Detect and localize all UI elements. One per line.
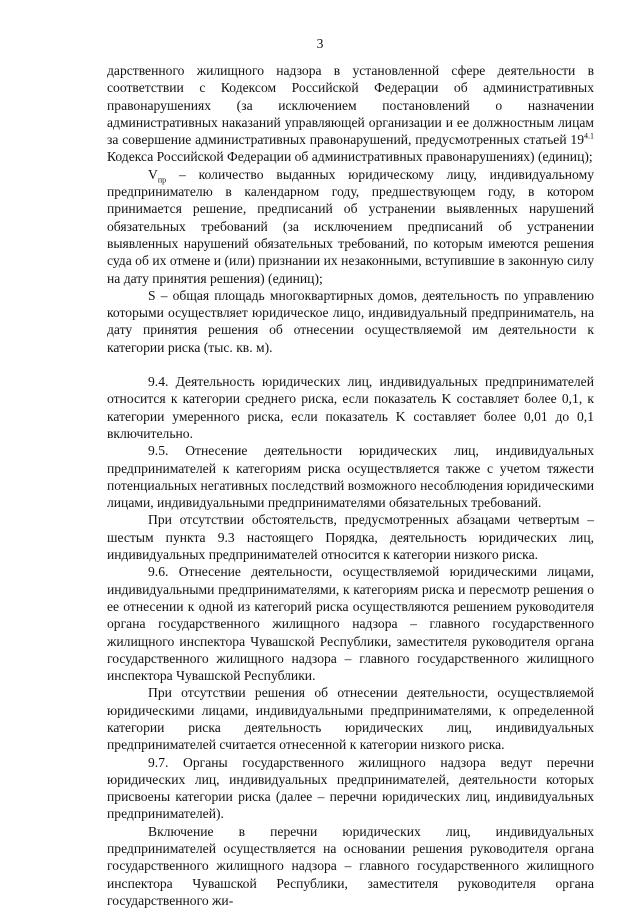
paragraph-p7 [107,684,594,753]
paragraph-gap [107,356,594,373]
text-run: Включение в перечни юридических лиц, индивидуальных предпринимателей осуществляется на основании решения руководителя органа государственного жилищного надзора – главного государственного жилищного инспектора Чувашской Республики, заместителя руководителя органа государственного жи- [107,823,594,908]
superscript: 4.1 [584,131,594,141]
text-run: дарственного жилищного надзора в установленной сфере деятельности в соответствии с Кодексом Российской Федерации об административных правонарушениях (за исключением постановлений о назначении административных наказаний управляющей организации и ее должностным лицам за совершение административных правонарушений, предусмотренных статьей 19 [107,63,594,148]
text-run: При отсутствии обстоятельств, предусмотренных абзацами четвертым – шестым пункта 9.3 настоящего Порядка, деятельность юридических лиц, индивидуальных предпринимателей относится к категории низкого риска. [107,512,594,563]
text-run: Кодекса Российской Федерации об административных правонарушениях) (единиц); [107,149,593,165]
paragraph-p0 [107,62,594,166]
subscript: пр [157,175,167,185]
paragraph-p1 [107,166,594,287]
text-run: При отсутствии решения об отнесении деятельности, осуществляемой юридическими лицами, индивидуальными предпринимателями, к определенной категории риска деятельность юридических лиц, индивидуальных предпринимателей считается отнесенной к категории низкого риска. [107,685,594,753]
text-run: V [148,166,158,182]
paragraph-p6 [107,563,594,684]
paragraph-p3 [107,373,594,442]
text-run: 9.4. Деятельность юридических лиц, индивидуальных предпринимателей относится к категории среднего риска, если показатель K составляет более 0,1, к категории умеренного риска, если показатель K составляет более 0,01 до 0,1 включительно. [107,374,594,441]
paragraph-p9 [107,823,594,909]
page-number: 3 [316,36,324,51]
paragraph-p5 [107,511,594,563]
text-run: – количество выданных юридическому лицу, индивидуальному предпринимателю в календарном году, предшествующем году, в котором принимается решение, предписаний об устранении выявленных нарушений обязательных требований (за исключением предписаний об устранении выявленных нарушений обязательных требований, по которым имеются решения суда об их отмене и (или) признании их незаконными, вступившие в законную силу на дату принятия решения) (единиц); [107,166,594,286]
document-body [107,62,594,909]
paragraph-p2 [107,287,594,356]
text-run: 9.6. Отнесение деятельности, осуществляемой юридическими лицами, индивидуальными предпринимателями, к категориям риска и пересмотр решения о ее отнесении к одной из категорий риска осуществляются решением руководителя органа государственного жилищного надзора – главного государственного жилищного инспектора Чувашской Республики, заместителя руководителя органа государственного жилищного надзора – главного государственного жилищного инспектора Чувашской Республики. [107,564,594,684]
paragraph-p8 [107,754,594,823]
text-run: 9.5. Отнесение деятельности юридических лиц, индивидуальных предпринимателей к категориям риска осуществляется также с учетом тяжести потенциальных негативных последствий возможного несоблюдения юридическими лицами, индивидуальными предпринимателями обязательных требований. [107,443,594,511]
text-run: S – общая площадь многоквартирных домов, деятельность по управлению которыми осуществляет юридическое лицо, индивидуальный предприниматель, на дату принятия решения об отнесении осуществляемой им деятельности к категории риска (тыс. кв. м). [107,287,594,355]
paragraph-p4 [107,442,594,511]
text-run: 9.7. Органы государственного жилищного надзора ведут перечни юридических лиц, индивидуальных предпринимателей, деятельности которых присвоены категории риска (далее – перечни юридических лиц, индивидуальных предпринимателей). [107,754,594,822]
